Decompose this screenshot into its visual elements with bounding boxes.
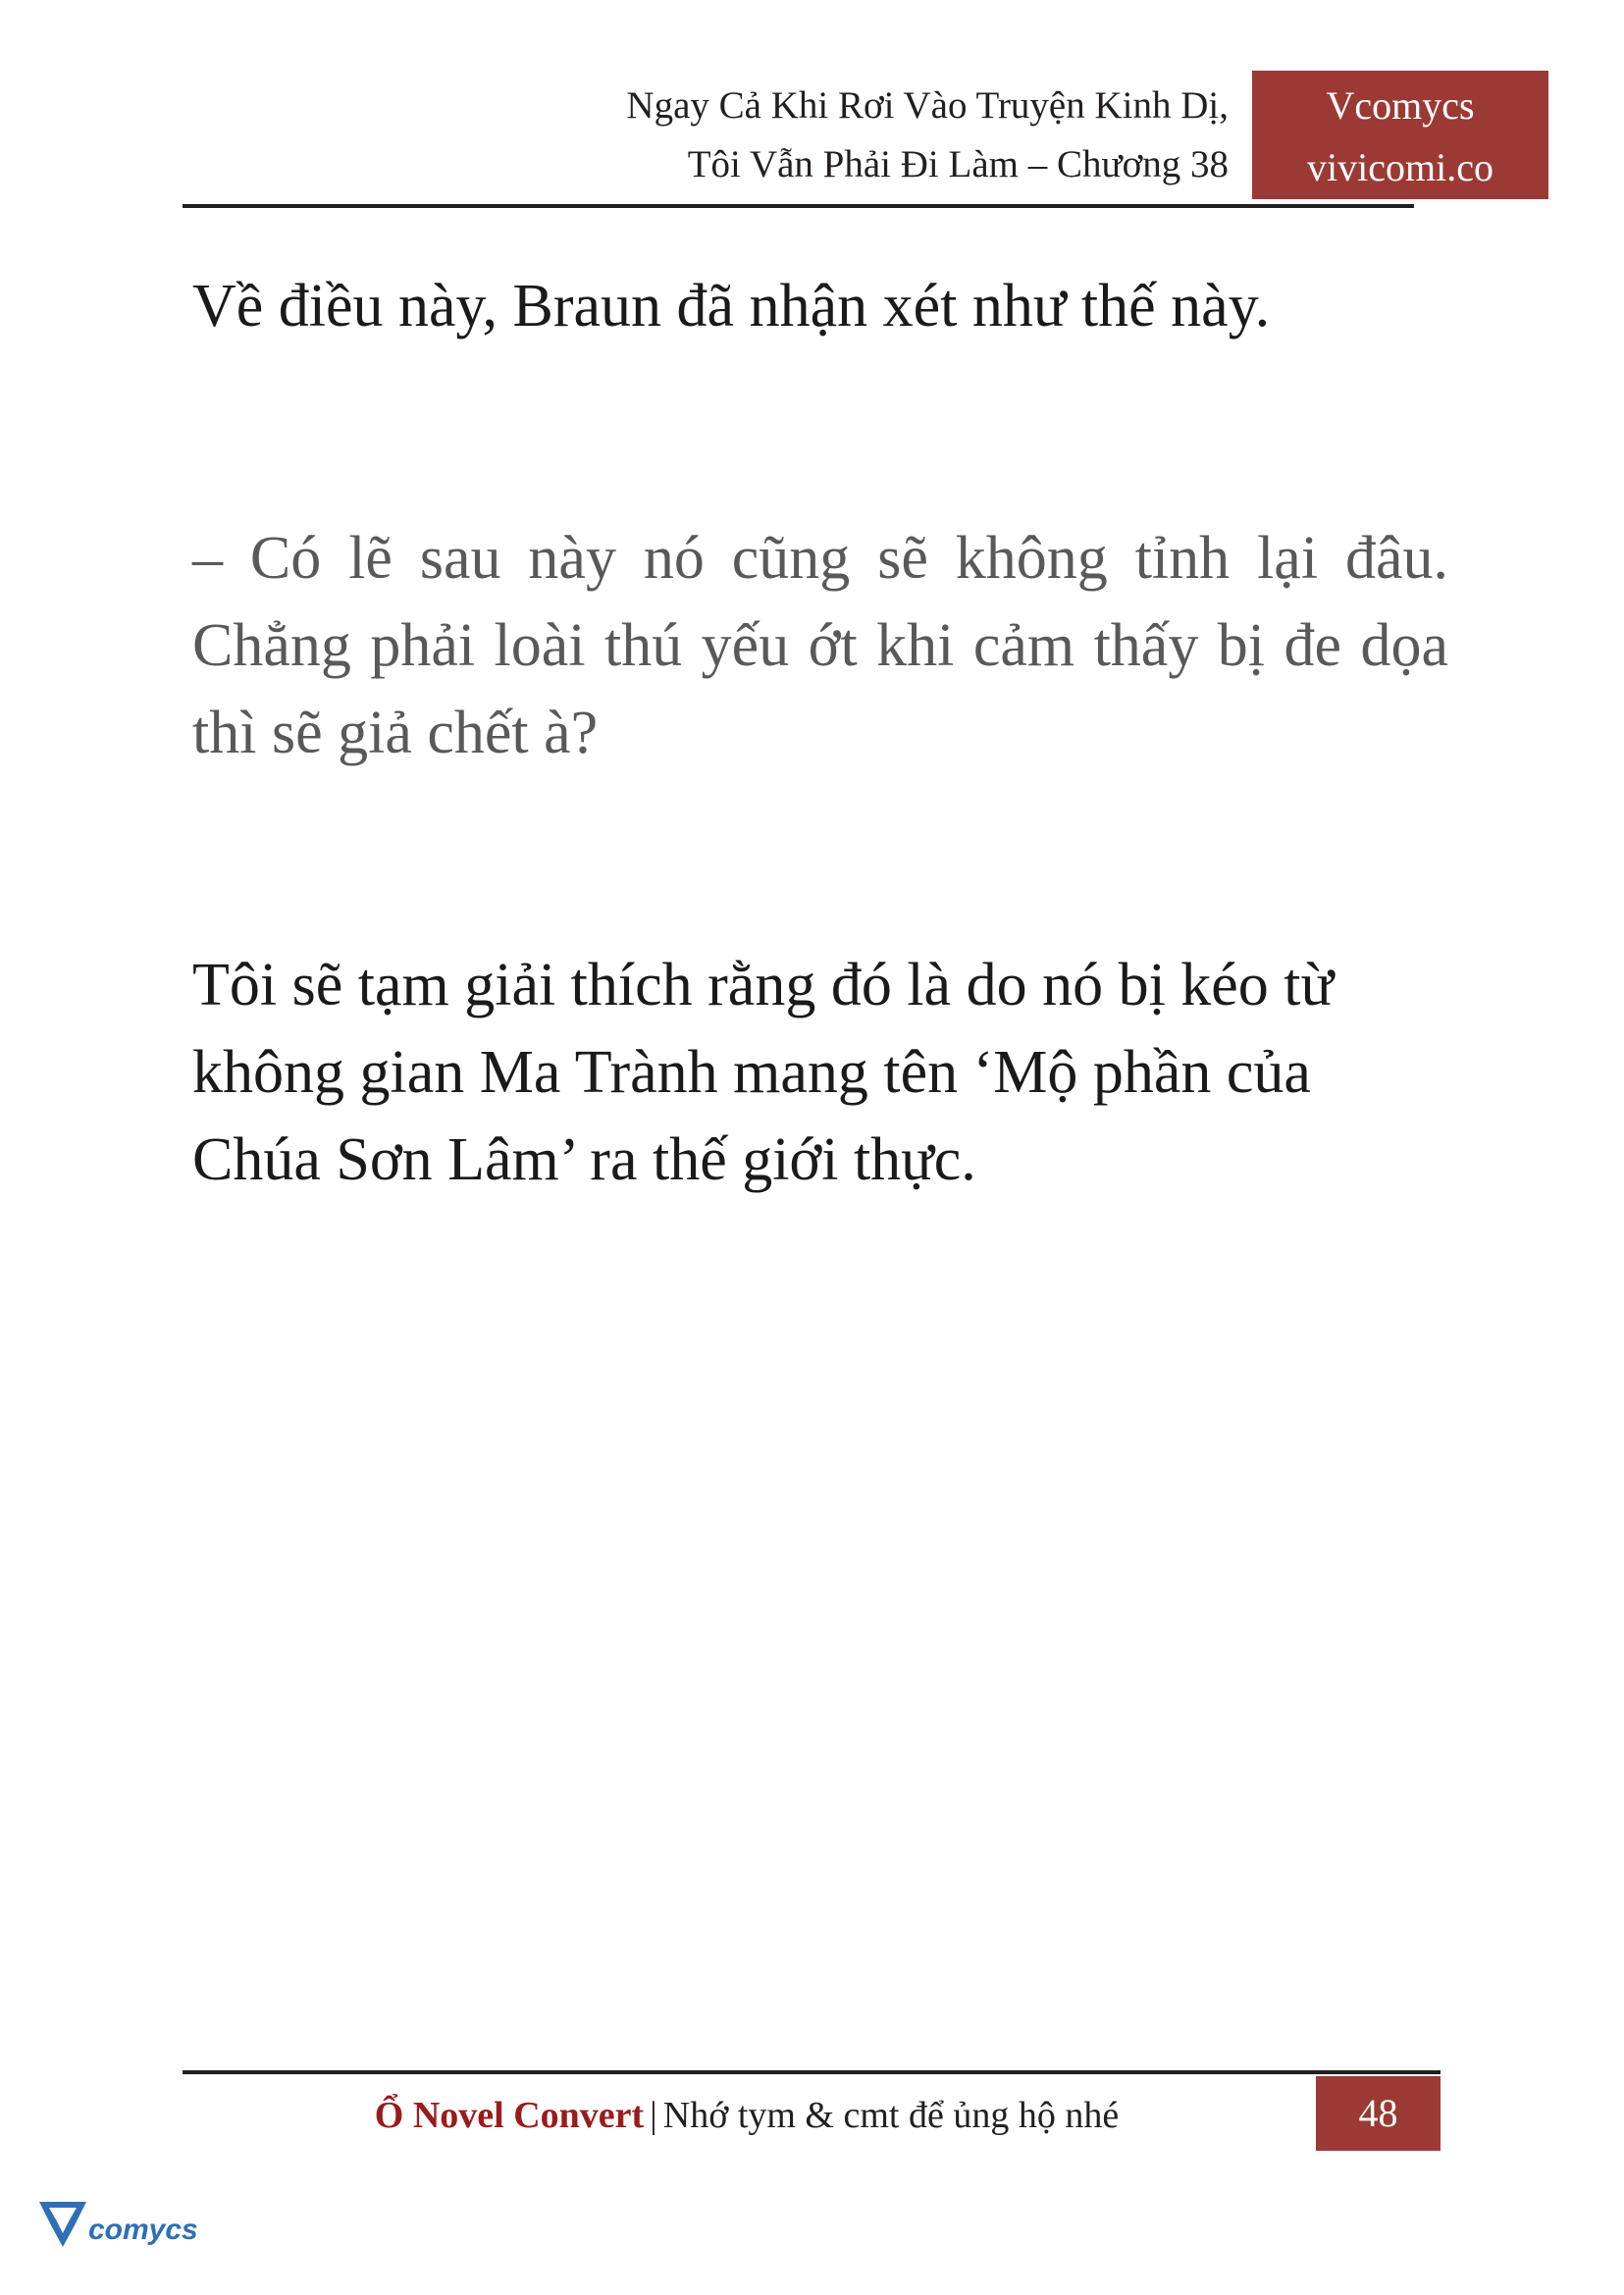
brand-url: vivicomi.co: [1307, 145, 1493, 189]
book-title: [183, 77, 1242, 194]
page-footer: [183, 2080, 1441, 2151]
footer-brand: Ổ Novel Convert: [374, 2095, 645, 2136]
brand-name: Vcomycs: [1326, 83, 1475, 128]
page-header: [183, 77, 1493, 214]
footer-divider: [183, 2070, 1441, 2074]
footer-separator: |: [650, 2095, 657, 2136]
page-content: [192, 263, 1448, 1204]
header-divider: [183, 204, 1414, 208]
paragraph-2-dialogue: – Có lẽ sau này nó cũng sẽ không tỉnh lại đâu. Chẳng phải loài thú yếu ớt khi cảm thấy bị đe dọa thì sẽ giả chết à?: [192, 525, 1448, 766]
footer-note: Nhớ tym & cmt để ủng hộ nhé: [662, 2095, 1120, 2136]
footer-credit: [183, 2086, 1311, 2145]
vcomycs-logo-icon: [35, 2196, 251, 2265]
paragraph-3: Tôi sẽ tạm giải thích rằng đó là do nó bị kéo từ không gian Ma Trành mang tên ‘Mộ phần của Chúa Sơn Lâm’ ra thế giới thực.: [192, 952, 1335, 1193]
paragraph-1: Về điều này, Braun đã nhận xét như thế này.: [192, 273, 1271, 339]
book-title-line-2: Tôi Vẫn Phải Đi Làm – Chương 38: [687, 143, 1229, 185]
page-number: 48: [1316, 2076, 1441, 2151]
vcomycs-logo: [35, 2196, 251, 2265]
book-title-line-1: Ngay Cả Khi Rơi Vào Truyện Kinh Dị,: [626, 84, 1229, 127]
watermark-brand-box: [1252, 71, 1548, 199]
svg-text:comycs: comycs: [88, 2214, 198, 2246]
